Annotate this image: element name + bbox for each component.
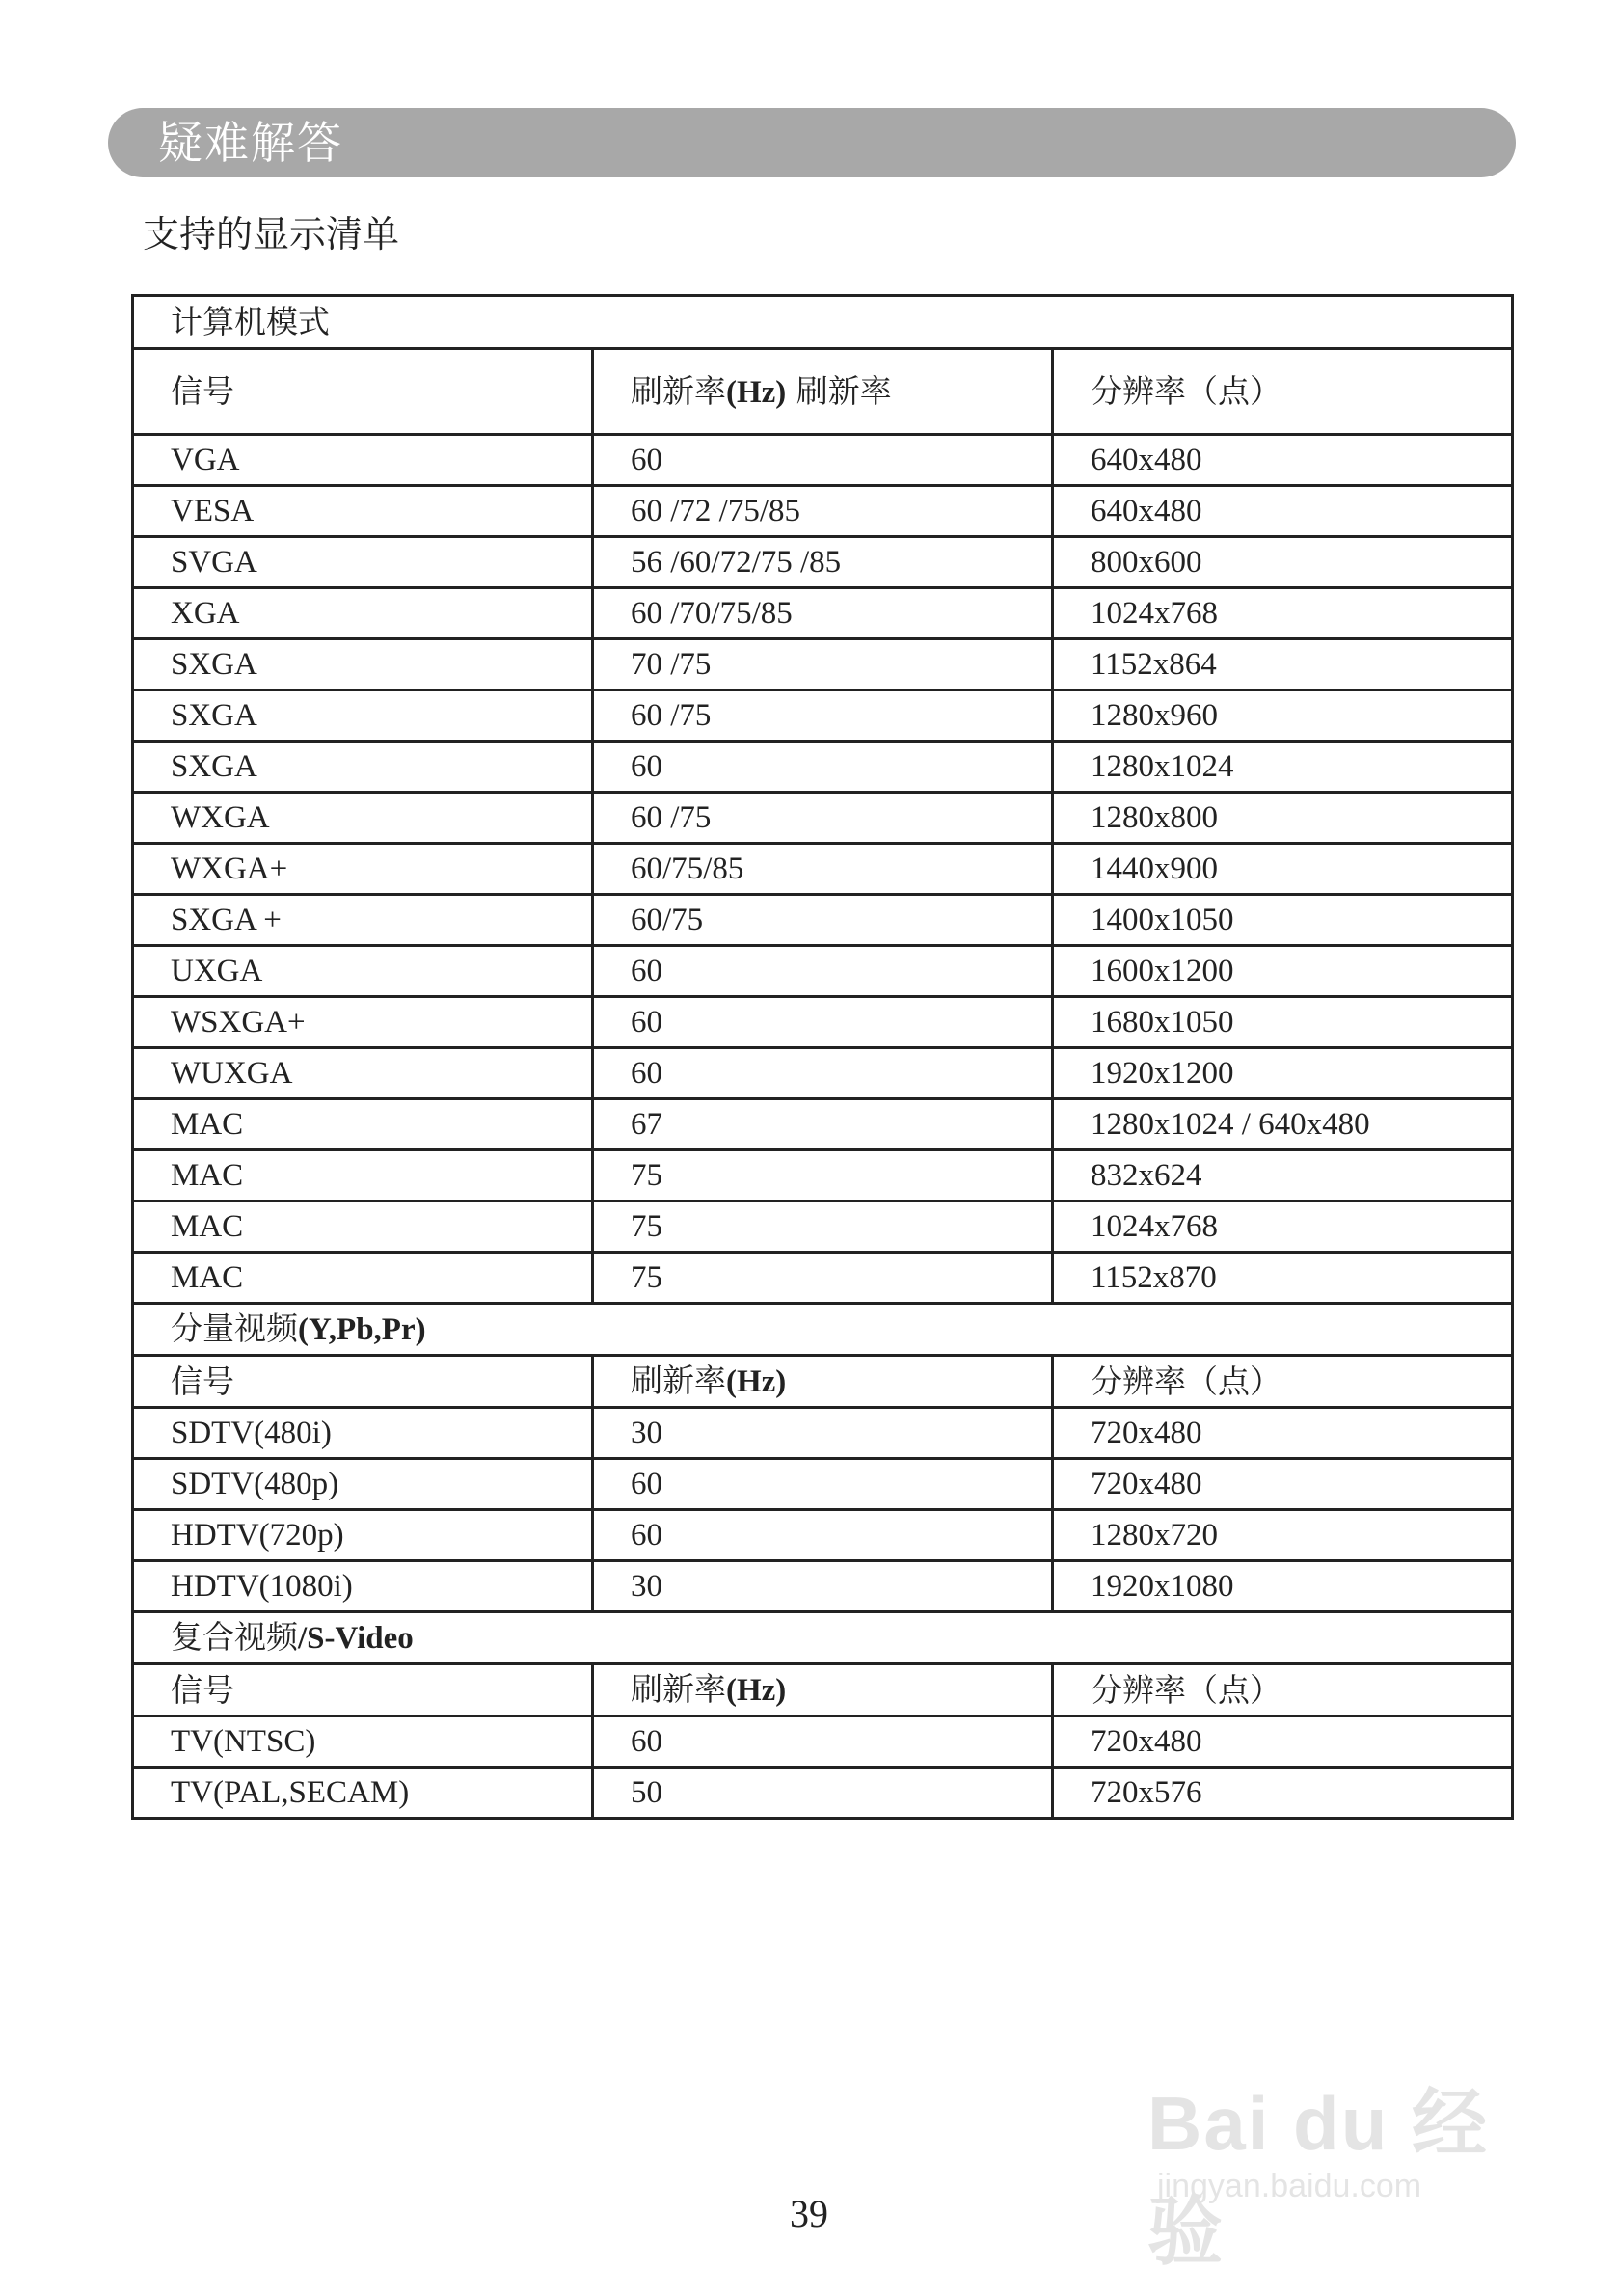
section-title-pc: 计算机模式	[133, 296, 1513, 349]
table-row	[133, 742, 1513, 793]
cell-signal: MAC	[133, 1099, 593, 1150]
table-row	[133, 435, 1513, 486]
cell-refresh: 75	[593, 1253, 1053, 1304]
table-row	[133, 1768, 1513, 1819]
cell-resolution: 1280x1024 / 640x480	[1053, 1099, 1513, 1150]
cell-signal: SDTV(480p)	[133, 1459, 593, 1510]
cell-refresh: 60	[593, 997, 1053, 1048]
cell-refresh: 60 /75	[593, 690, 1053, 742]
section-header-title: 疑难解答	[158, 117, 343, 169]
cell-signal: WXGA+	[133, 844, 593, 895]
section-title-composite: 复合视频/S-Video	[133, 1612, 1513, 1664]
cell-signal: WSXGA+	[133, 997, 593, 1048]
cell-signal: UXGA	[133, 946, 593, 997]
cell-refresh: 70 /75	[593, 639, 1053, 690]
cell-resolution: 1152x870	[1053, 1253, 1513, 1304]
cell-refresh: 60	[593, 946, 1053, 997]
display-support-table	[131, 294, 1514, 1820]
cell-signal: SXGA	[133, 742, 593, 793]
page-number: 39	[790, 2192, 828, 2235]
cell-resolution: 640x480	[1053, 435, 1513, 486]
column-header-signal: 信号	[133, 349, 593, 435]
section-row-pc	[133, 296, 1513, 349]
cell-resolution: 832x624	[1053, 1150, 1513, 1202]
column-header-refresh: 刷新率(Hz)	[593, 1356, 1053, 1408]
table-row	[133, 1408, 1513, 1459]
cell-resolution: 1400x1050	[1053, 895, 1513, 946]
cell-signal: SDTV(480i)	[133, 1408, 593, 1459]
cell-refresh: 60	[593, 435, 1053, 486]
cell-refresh: 67	[593, 1099, 1053, 1150]
column-header-signal: 信号	[133, 1664, 593, 1716]
table-row	[133, 1459, 1513, 1510]
cell-refresh: 30	[593, 1408, 1053, 1459]
section-title-component: 分量视频(Y,Pb,Pr)	[133, 1304, 1513, 1356]
cell-resolution: 1024x768	[1053, 1202, 1513, 1253]
cell-signal: MAC	[133, 1150, 593, 1202]
table-row	[133, 537, 1513, 588]
table-row	[133, 1202, 1513, 1253]
table-row	[133, 639, 1513, 690]
cell-refresh: 60/75/85	[593, 844, 1053, 895]
cell-refresh: 75	[593, 1202, 1053, 1253]
table-row	[133, 895, 1513, 946]
cell-resolution: 720x480	[1053, 1408, 1513, 1459]
cell-refresh: 60 /75	[593, 793, 1053, 844]
cell-resolution: 720x480	[1053, 1459, 1513, 1510]
cell-resolution: 1680x1050	[1053, 997, 1513, 1048]
cell-resolution: 1600x1200	[1053, 946, 1513, 997]
table-row	[133, 793, 1513, 844]
cell-resolution: 1280x1024	[1053, 742, 1513, 793]
column-header-signal: 信号	[133, 1356, 593, 1408]
table-row	[133, 946, 1513, 997]
column-header-resolution: 分辨率（点）	[1053, 1664, 1513, 1716]
cell-refresh: 75	[593, 1150, 1053, 1202]
cell-refresh: 60	[593, 1048, 1053, 1099]
cell-signal: HDTV(720p)	[133, 1510, 593, 1561]
section-header-bar	[108, 108, 1516, 177]
watermark-logo: Bai du 经验	[1147, 2081, 1490, 2274]
cell-refresh: 60	[593, 1716, 1053, 1768]
cell-signal: WUXGA	[133, 1048, 593, 1099]
cell-refresh: 30	[593, 1561, 1053, 1612]
column-header-resolution: 分辨率（点）	[1053, 349, 1513, 435]
cell-signal: SXGA	[133, 690, 593, 742]
cell-resolution: 1920x1080	[1053, 1561, 1513, 1612]
cell-signal: MAC	[133, 1253, 593, 1304]
section-row-composite	[133, 1612, 1513, 1664]
column-header-row	[133, 349, 1513, 435]
cell-resolution: 1920x1200	[1053, 1048, 1513, 1099]
cell-resolution: 1440x900	[1053, 844, 1513, 895]
cell-signal: TV(PAL,SECAM)	[133, 1768, 593, 1819]
table-row	[133, 1716, 1513, 1768]
cell-resolution: 1152x864	[1053, 639, 1513, 690]
cell-resolution: 1024x768	[1053, 588, 1513, 639]
table-row	[133, 486, 1513, 537]
section-row-component	[133, 1304, 1513, 1356]
cell-signal: MAC	[133, 1202, 593, 1253]
cell-resolution: 640x480	[1053, 486, 1513, 537]
cell-resolution: 720x576	[1053, 1768, 1513, 1819]
table-row	[133, 588, 1513, 639]
table-row	[133, 690, 1513, 742]
cell-signal: VGA	[133, 435, 593, 486]
table-row	[133, 1048, 1513, 1099]
watermark-url: jingyan.baidu.com	[1157, 2168, 1422, 2204]
cell-refresh: 56 /60/72/75 /85	[593, 537, 1053, 588]
table-row	[133, 1561, 1513, 1612]
watermark	[1138, 2044, 1524, 2274]
cell-signal: XGA	[133, 588, 593, 639]
column-header-refresh: 刷新率(Hz)	[593, 1664, 1053, 1716]
table-row	[133, 1510, 1513, 1561]
cell-resolution: 1280x720	[1053, 1510, 1513, 1561]
table-row	[133, 997, 1513, 1048]
cell-signal: VESA	[133, 486, 593, 537]
column-header-row	[133, 1356, 1513, 1408]
table-row	[133, 844, 1513, 895]
cell-refresh: 60 /70/75/85	[593, 588, 1053, 639]
cell-refresh: 50	[593, 1768, 1053, 1819]
cell-signal: SXGA +	[133, 895, 593, 946]
cell-signal: HDTV(1080i)	[133, 1561, 593, 1612]
cell-resolution: 1280x800	[1053, 793, 1513, 844]
column-header-resolution: 分辨率（点）	[1053, 1356, 1513, 1408]
table-row	[133, 1099, 1513, 1150]
cell-refresh: 60	[593, 1459, 1053, 1510]
cell-refresh: 60	[593, 1510, 1053, 1561]
cell-signal: WXGA	[133, 793, 593, 844]
cell-resolution: 1280x960	[1053, 690, 1513, 742]
column-header-refresh: 刷新率(Hz) 刷新率	[593, 349, 1053, 435]
cell-signal: TV(NTSC)	[133, 1716, 593, 1768]
cell-signal: SXGA	[133, 639, 593, 690]
cell-refresh: 60 /72 /75/85	[593, 486, 1053, 537]
column-header-row	[133, 1664, 1513, 1716]
cell-resolution: 800x600	[1053, 537, 1513, 588]
page-subtitle: 支持的显示清单	[143, 213, 400, 256]
cell-refresh: 60	[593, 742, 1053, 793]
table-row	[133, 1150, 1513, 1202]
table-row	[133, 1253, 1513, 1304]
cell-signal: SVGA	[133, 537, 593, 588]
cell-resolution: 720x480	[1053, 1716, 1513, 1768]
cell-refresh: 60/75	[593, 895, 1053, 946]
